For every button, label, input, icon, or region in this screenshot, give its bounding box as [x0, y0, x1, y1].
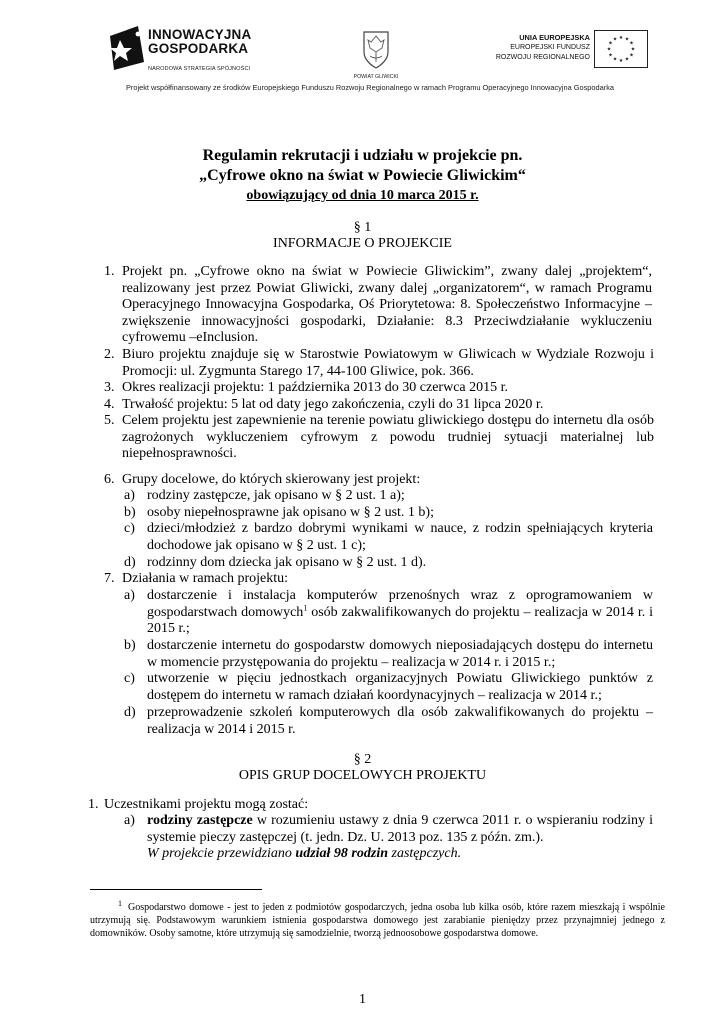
- svg-text:★: ★: [618, 58, 624, 64]
- ue-logo-line2: EUROPEJSKI FUNDUSZ: [510, 44, 590, 51]
- footnote-text: Gospodarstwo domowe - jest to jeden z podmiotów gospodarczych, jedna osoba lub kilka osób, które razem mieszkają i wspólnie utrzymują się. Podstawowym warunkiem istnienia gospodarstwa domowego jest zarabianie pieniędzy przez przynajmniej jednego z domowników. Osoby samotne, które utrzymują się samodzielnie, tworzą jednoosobowe gospodarstwa domowe.: [90, 902, 665, 939]
- svg-text:★: ★: [618, 35, 624, 41]
- item-number: 5.: [104, 413, 115, 428]
- footnote-number: 1: [118, 898, 122, 908]
- item-number: 1.: [88, 797, 99, 812]
- group-item: [147, 813, 653, 863]
- footnote: [90, 898, 665, 940]
- innowacyjna-gospodarka-emblem-icon: [108, 26, 146, 70]
- list-item: Uczestnikami projektu mogą zostać:: [104, 797, 309, 812]
- ue-logo-line1: UNIA EUROPEJSKA: [519, 33, 590, 42]
- action-letter: c): [124, 671, 135, 686]
- group-item: rodzinny dom dziecka jak opisano w § 2 ust. 1 d).: [147, 555, 427, 570]
- list-item: Działania w ramach projektu:: [122, 571, 288, 586]
- group-letter: a): [124, 813, 135, 828]
- section1-paragraph-sign: § 1: [353, 220, 372, 235]
- section1-heading: INFORMACJE O PROJEKCIE: [273, 236, 452, 251]
- item-number: 3.: [104, 380, 115, 395]
- list-item: Trwałość projektu: 5 lat od daty jego zakończenia, czyli do 31 lipca 2020 r.: [122, 397, 544, 412]
- group-letter: b): [124, 505, 136, 520]
- action-item: [147, 588, 653, 638]
- group-letter: c): [124, 521, 135, 536]
- group-item: dzieci/młodzież z bardzo dobrymi wynikami w nauce, z rodzin spełniających kryteria dochodowe jak opisano w § 2 ust. 1 c);: [147, 521, 653, 553]
- footnote-reference[interactable]: 1: [303, 602, 308, 612]
- list-item: Grupy docelowe, do których skierowany jest projekt:: [122, 472, 421, 487]
- svg-text:★: ★: [624, 56, 630, 63]
- unia-europejska-logo: [488, 30, 648, 72]
- action-item: dostarczenie internetu do gospodarstw domowych nieposiadających dostępu do internetu w momencie przystępowania do projektu – realizacja w 2014 r. i 2015 r.;: [147, 638, 653, 670]
- list-item: Celem projektu jest zapewnienie na terenie powiatu gliwickiego dostępu do internetu dla osób zagrożonych wykluczeniem cyfrowym z powodu trudniej sytuacji materialnej lub niepełnosprawności.: [122, 413, 654, 461]
- action-letter: d): [124, 705, 136, 720]
- section2-paragraph-sign: § 2: [353, 752, 372, 767]
- powiat-gliwicki-label: POWIAT GLIWICKI: [353, 74, 399, 80]
- innowacyjna-gospodarka-logo: [108, 26, 268, 78]
- section2-heading: OPIS GRUP DOCELOWYCH PROJEKTU: [238, 768, 487, 783]
- document-title-line1: Regulamin rekrutacji i udziału w projekcie pn.: [202, 147, 523, 164]
- powiat-gliwicki-logo: [352, 30, 400, 82]
- document-effective-date: obowiązujący od dnia 10 marca 2015 r.: [246, 188, 479, 203]
- list-item: Biuro projektu znajduje się w Starostwie Powiatowym w Gliwicach w Wydziale Rozwoju i Promocji: ul. Zygmunta Starego 17, 44-100 Gliwice, pok. 366.: [122, 347, 654, 379]
- group-item: rodziny zastępcze, jak opisano w § 2 ust. 1 a);: [147, 488, 405, 503]
- action-letter: a): [124, 588, 135, 603]
- group-letter: a): [124, 488, 135, 503]
- action-letter: b): [124, 638, 136, 653]
- svg-text:★: ★: [608, 52, 613, 59]
- ig-logo-line2: GOSPODARKA: [148, 41, 249, 56]
- action-item: utworzenie w pięciu jednostkach organizacyjnych Powiatu Gliwickiego punktów z dostępem do internetu w ramach działań koordynacyjnych – realizacja w 2014 r.;: [147, 671, 653, 703]
- group-letter: d): [124, 555, 136, 570]
- action-a-text-after: osób zakwalifikowanych do projektu – realizacja w 2014 r. i 2015 r.;: [147, 604, 653, 636]
- item-number: 6.: [104, 472, 115, 487]
- document-title-line2: „Cyfrowe okno na świat w Powiecie Gliwickim“: [199, 167, 526, 184]
- group-note-count: udział 98 rodzin: [295, 846, 388, 861]
- footnote-separator: [90, 889, 262, 890]
- group-bold-label: rodziny zastępcze: [147, 813, 253, 828]
- svg-text:★: ★: [606, 46, 612, 53]
- svg-text:★: ★: [612, 36, 618, 43]
- ig-logo-subtitle: NARODOWA STRATEGIA SPÓJNOŚCI: [148, 66, 251, 72]
- group-note-part2: zastępczych.: [388, 846, 462, 861]
- svg-text:★: ★: [624, 36, 630, 43]
- item-number: 1.: [104, 264, 115, 279]
- group-note: [147, 846, 461, 861]
- page-number: 1: [359, 992, 366, 1007]
- ue-logo-line3: ROZWOJU REGIONALNEGO: [495, 54, 590, 61]
- cofinancing-note: Projekt współfinansowany ze środków Europejskiego Funduszu Rozwoju Regionalnego w ramach Programu Operacyjnego Innowacyjna Gospodarka: [125, 83, 615, 92]
- item-number: 2.: [104, 347, 115, 362]
- svg-text:★: ★: [608, 40, 613, 47]
- item-number: 4.: [104, 397, 115, 412]
- item-number: 7.: [104, 571, 115, 586]
- svg-text:★: ★: [612, 56, 618, 63]
- ig-logo-line1: INNOWACYJNA: [148, 27, 252, 42]
- svg-text:★: ★: [630, 46, 636, 53]
- svg-text:★: ★: [629, 40, 634, 47]
- list-item: Okres realizacji projektu: 1 października 2013 do 30 czerwca 2015 r.: [122, 380, 509, 395]
- list-item: Projekt pn. „Cyfrowe okno na świat w Powiecie Gliwickim”, zwany dalej „projektem“, realizowany jest przez Powiat Gliwicki, zwany dalej „organizatorem“, w ramach Programu Operacyjnego Innowacyjna Gospodarka, Oś Priorytetowa: 8. Społeczeństwo Informacyjne – zwiększenie innowacyjności gospodarki, Działanie: 8.3 Przeciwdziałanie wykluczeniu cyfrowemu –eInclusion.: [122, 264, 652, 345]
- action-a-text: dostarczenie i instalacja komputerów przenośnych wraz z oprogramowaniem w gospodarstwach domowych: [147, 588, 653, 620]
- eu-flag-icon: [594, 30, 648, 68]
- group-note-part1: W projekcie przewidziano: [147, 846, 296, 861]
- coat-of-arms-icon: [362, 30, 390, 70]
- action-item: przeprowadzenie szkoleń komputerowych dla osób zakwalifikowanych do projektu – realizacja w 2014 i 2015 r.: [147, 705, 653, 737]
- group-description: w rozumieniu ustawy z dnia 9 czerwca 2011 r. o wspieraniu rodziny i systemie pieczy zastępczej (t. jedn. Dz. U. 2013 poz. 135 z późn. zm.).: [147, 813, 653, 845]
- group-item: osoby niepełnosprawne jak opisano w § 2 ust. 1 b);: [147, 505, 434, 520]
- svg-text:★: ★: [629, 52, 634, 59]
